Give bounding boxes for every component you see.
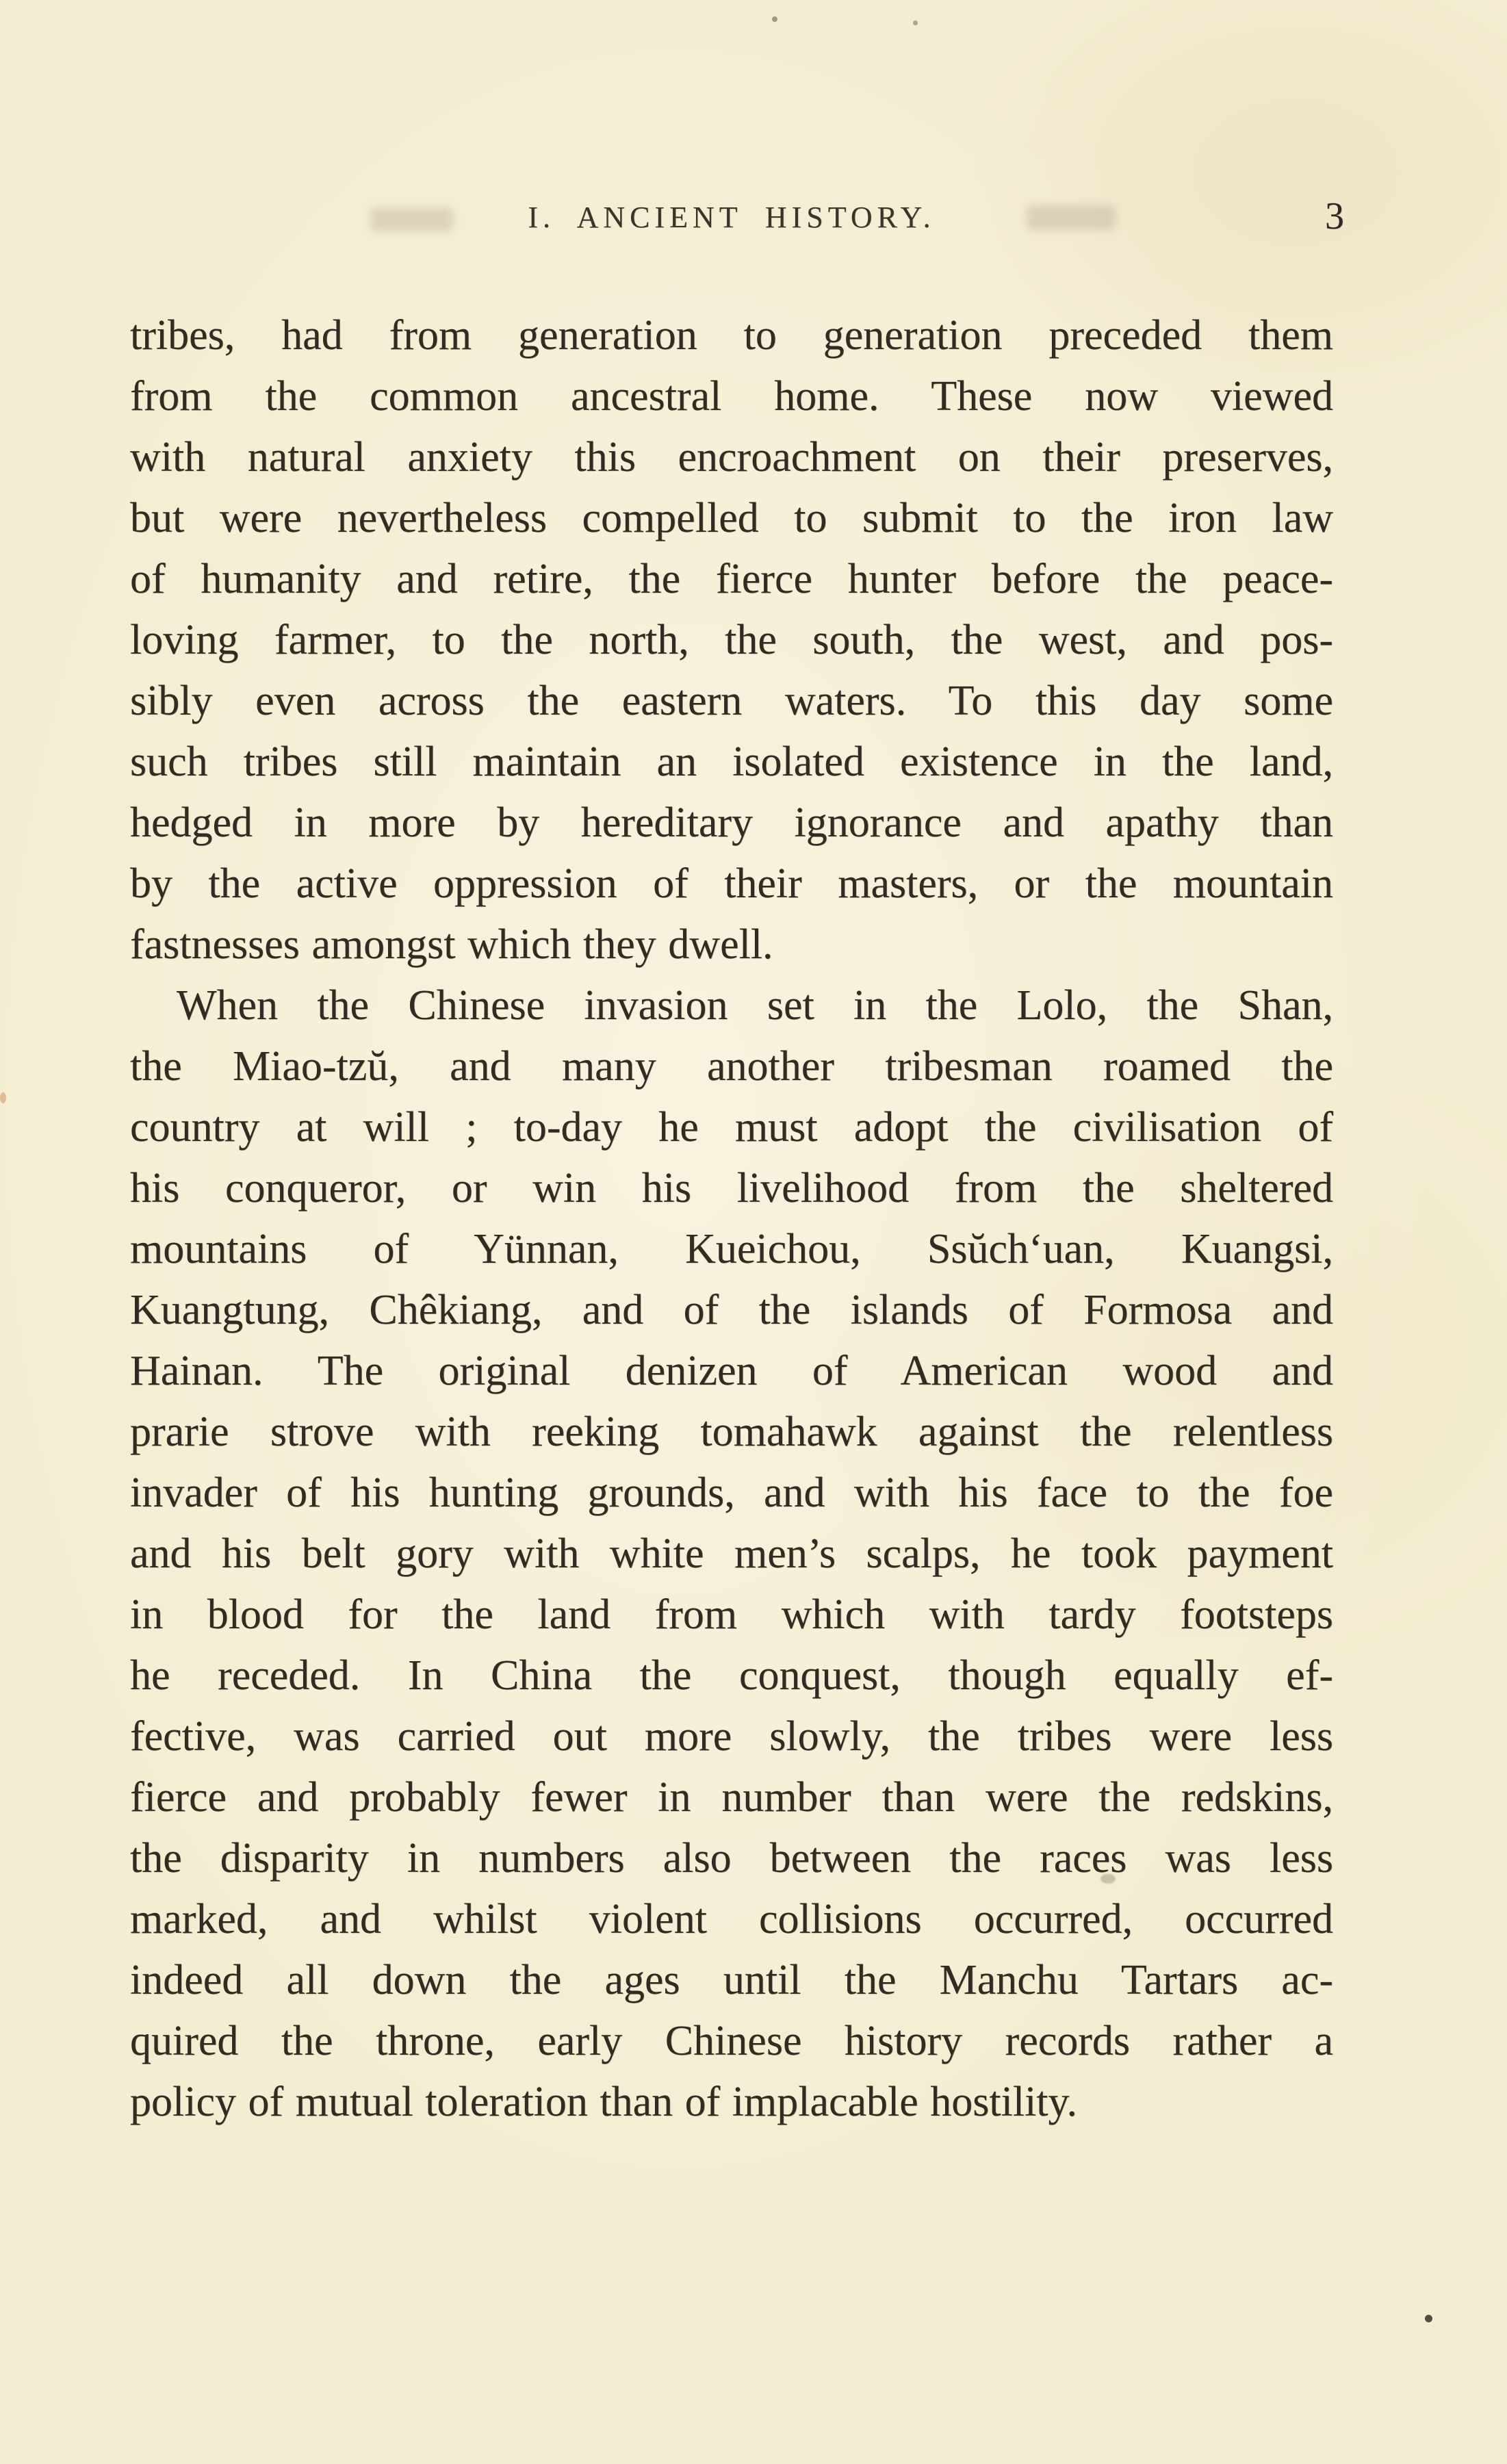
text-line: with natural anxiety this encroachment on their preserves, [130,434,1333,480]
page-number: 3 [1325,195,1344,238]
paper-speck [1425,2315,1432,2322]
paper-speck [772,16,777,22]
text-line: quired the throne, early Chinese history records rather a [130,2018,1333,2064]
paper-speck [913,21,918,25]
print-ghost-artifact-right [1027,205,1116,230]
text-line: of humanity and retire, the fierce hunter before the peace- [130,556,1333,602]
text-line: in blood for the land from which with tardy footsteps [130,1591,1333,1638]
text-line: Hainan. The original denizen of American wood and [130,1348,1333,1394]
text-line: Kuangtung, Chêkiang, and of the islands of Formosa and [130,1287,1333,1333]
page-header [130,200,1333,235]
text-line: by the active oppression of their masters, or the mountain [130,860,1333,907]
text-line: such tribes still maintain an isolated existence in the land, [130,739,1333,785]
print-ghost-artifact-left [371,208,453,231]
text-line: fective, was carried out more slowly, the tribes were less [130,1713,1333,1760]
text-line: hedged in more by hereditary ignorance and apathy than [130,799,1333,846]
text-line: loving farmer, to the north, the south, the west, and pos- [130,617,1333,663]
text-line: mountains of Yünnan, Kueichou, Ssŭch‘uan, Kuangsi, [130,1226,1333,1272]
text-line: the disparity in numbers also between the races was less [130,1835,1333,1882]
text-line: country at will ; to-day he must adopt the civilisation of [130,1104,1333,1151]
text-line: the Miao-tzŭ, and many another tribesman roamed the [130,1043,1333,1090]
text-line-paragraph-end: policy of mutual toleration than of implacable hostility. [130,2079,1077,2125]
text-line: but were nevertheless compelled to submit to the iron law [130,495,1333,541]
text-line-paragraph-end: fastnesses amongst which they dwell. [130,921,773,968]
text-line: marked, and whilst violent collisions occurred, occurred [130,1896,1333,1942]
paper-stain [0,1092,6,1103]
text-line: he receded. In China the conquest, though equally ef- [130,1652,1333,1699]
text-line: sibly even across the eastern waters. To this day some [130,678,1333,724]
text-line: his conqueror, or win his livelihood from the sheltered [130,1165,1333,1211]
text-line: prarie strove with reeking tomahawk against the relentless [130,1409,1333,1455]
body-text [130,305,1333,2133]
text-line: invader of his hunting grounds, and with his face to the foe [130,1470,1333,1516]
text-line: from the common ancestral home. These now viewed [130,373,1333,420]
text-line: fierce and probably fewer in number than were the redskins, [130,1774,1333,1821]
text-line: indeed all down the ages until the Manchu Tartars ac- [130,1957,1333,2003]
ink-smudge [1100,1874,1116,1884]
running-head-title: I. ANCIENT HISTORY. [528,201,936,234]
text-line-paragraph-start: When the Chinese invasion set in the Lolo, the Shan, [177,982,1333,1029]
text-line: and his belt gory with white men’s scalps, he took payment [130,1530,1333,1577]
text-line: tribes, had from generation to generation preceded them [130,312,1333,359]
text-column [130,0,1344,2464]
